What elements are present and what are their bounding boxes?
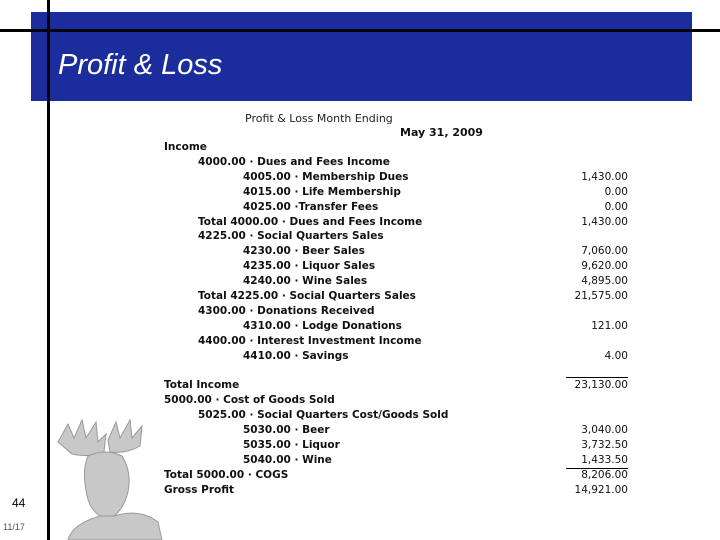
row-label: 5030.00 · Beer <box>243 424 330 437</box>
row-amount: 4,895.00 <box>581 275 628 288</box>
report-date: May 31, 2009 <box>400 126 483 139</box>
row-label: 5025.00 · Social Quarters Cost/Goods Sold <box>198 409 449 422</box>
row-label: Total 4225.00 · Social Quarters Sales <box>198 290 416 302</box>
table-row <box>0 245 720 260</box>
table-row <box>0 379 720 394</box>
row-label: 4025.00 ·Transfer Fees <box>243 200 379 213</box>
row-label: 5040.00 · Wine <box>243 453 332 466</box>
row-label: 4400.00 · Interest Investment Income <box>198 334 422 347</box>
table-row <box>0 216 720 231</box>
row-label: Gross Profit <box>164 483 235 496</box>
report-title: Profit & Loss Month Ending <box>245 112 393 125</box>
row-label: 4310.00 · Lodge Donations <box>243 319 402 332</box>
row-amount: 1,430.00 <box>581 215 628 228</box>
row-label: Total Income <box>164 379 240 392</box>
table-row <box>0 171 720 186</box>
table-row <box>0 186 720 201</box>
table-row <box>0 424 720 439</box>
slide-title: Profit & Loss <box>58 49 223 81</box>
row-label: Total 4000.00 · Dues and Fees Income <box>198 215 423 228</box>
row-label: 4235.00 · Liquor Sales <box>243 260 376 273</box>
table-row <box>0 350 720 365</box>
table-row <box>0 454 720 469</box>
row-amount: 14,921.00 <box>574 483 628 496</box>
table-row <box>0 260 720 275</box>
row-label: 4015.00 · Life Membership <box>243 185 401 198</box>
row-amount: 1,433.50 <box>581 453 628 466</box>
table-row <box>0 409 720 424</box>
row-amount: 0.00 <box>604 185 628 198</box>
total-underline <box>566 377 628 378</box>
row-label: 4225.00 · Social Quarters Sales <box>198 230 384 243</box>
row-label: 4240.00 · Wine Sales <box>243 275 368 288</box>
table-row <box>0 230 720 245</box>
row-amount: 1,430.00 <box>581 170 628 183</box>
table-row <box>0 305 720 320</box>
row-amount: 21,575.00 <box>574 290 628 302</box>
row-amount: 23,130.00 <box>574 379 628 392</box>
table-row <box>0 275 720 290</box>
row-amount: 9,620.00 <box>581 260 628 273</box>
row-label: 4230.00 · Beer Sales <box>243 245 365 258</box>
table-row <box>0 141 720 156</box>
table-row <box>0 290 720 305</box>
row-label: 4005.00 · Membership Dues <box>243 170 409 183</box>
row-amount: 121.00 <box>591 319 628 332</box>
row-label: Income <box>164 141 207 153</box>
row-label: 4300.00 · Donations Received <box>198 304 375 317</box>
table-row <box>0 439 720 454</box>
slide-date: 11/17 <box>3 522 25 532</box>
row-label: 4410.00 · Savings <box>243 349 349 362</box>
row-label: 5035.00 · Liquor <box>243 439 340 451</box>
row-amount: 3,040.00 <box>581 424 628 437</box>
table-row <box>0 201 720 216</box>
row-label: 4000.00 · Dues and Fees Income <box>198 155 390 168</box>
row-label: 5000.00 · Cost of Goods Sold <box>164 394 335 407</box>
table-row <box>0 469 720 484</box>
table-row <box>0 320 720 335</box>
row-label: Total 5000.00 · COGS <box>164 468 289 481</box>
row-amount: 7,060.00 <box>581 245 628 258</box>
table-row <box>0 335 720 350</box>
row-amount: 3,732.50 <box>581 439 628 451</box>
row-amount: 4.00 <box>604 349 628 362</box>
slide-number: 44 <box>12 496 26 510</box>
table-row <box>0 156 720 171</box>
row-amount: 0.00 <box>604 200 628 213</box>
table-row <box>0 484 720 499</box>
row-amount: 8,206.00 <box>581 468 628 481</box>
table-row <box>0 394 720 409</box>
